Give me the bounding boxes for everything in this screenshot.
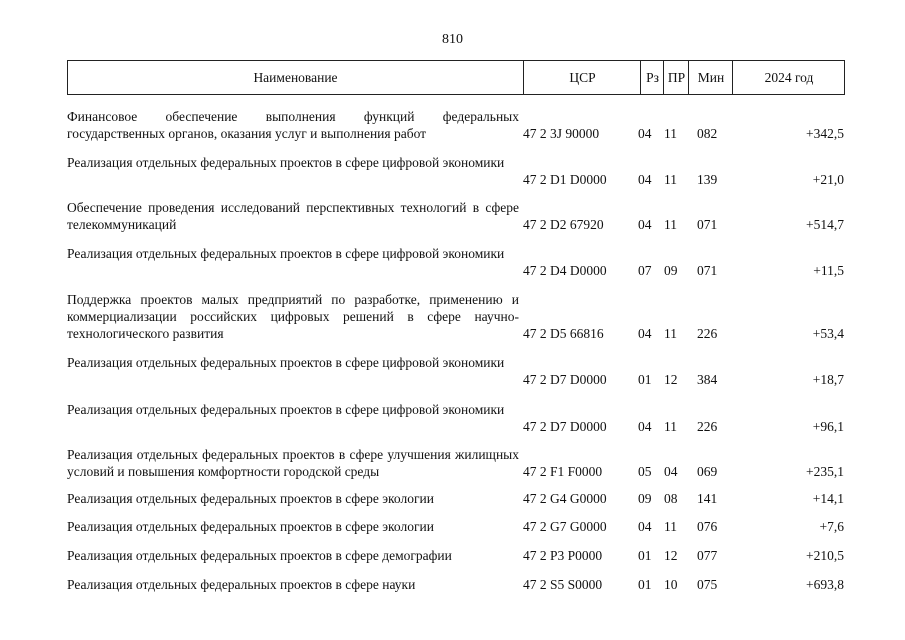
row-min: 077 — [697, 548, 718, 563]
row-name: Обеспечение проведения исследований перспективных технологий в сфере телекоммуникаций — [67, 200, 519, 232]
header-csr: ЦСР — [523, 61, 641, 94]
row-name: Финансовое обеспечение выполнения функций федеральных государственных органов, оказания услуг и выполнения работ — [67, 109, 519, 141]
row-min: 141 — [697, 491, 718, 506]
row-value: +342,5 — [806, 126, 844, 141]
row-pr: 11 — [664, 217, 677, 232]
row-csr: 47 2 G7 G0000 — [523, 519, 607, 534]
row-csr: 47 2 D4 D0000 — [523, 263, 607, 278]
row-name: Реализация отдельных федеральных проектов в сфере цифровой экономики — [67, 402, 505, 417]
row-csr: 47 2 D1 D0000 — [523, 172, 607, 187]
row-min: 071 — [697, 217, 718, 232]
row-rz: 04 — [638, 217, 652, 232]
row-pr: 11 — [664, 519, 677, 534]
row-value: +11,5 — [813, 263, 844, 278]
row-rz: 04 — [638, 172, 652, 187]
row-csr: 47 2 3J 90000 — [523, 126, 600, 141]
header-rz: Рз — [640, 61, 664, 94]
row-pr: 04 — [664, 464, 678, 479]
row-csr: 47 2 D7 D0000 — [523, 372, 607, 387]
row-rz: 09 — [638, 491, 652, 506]
row-csr: 47 2 D5 66816 — [523, 326, 604, 341]
row-min: 069 — [697, 464, 718, 479]
row-value: +96,1 — [812, 419, 844, 434]
row-csr: 47 2 S5 S0000 — [523, 577, 603, 592]
row-pr: 12 — [664, 548, 678, 563]
row-min: 226 — [697, 326, 718, 341]
row-pr: 08 — [664, 491, 678, 506]
row-name: Реализация отдельных федеральных проектов в сфере цифровой экономики — [67, 155, 505, 170]
row-pr: 11 — [664, 326, 677, 341]
row-pr: 11 — [664, 419, 677, 434]
row-min: 075 — [697, 577, 718, 592]
row-value: +14,1 — [812, 491, 844, 506]
row-csr: 47 2 P3 P0000 — [523, 548, 603, 563]
row-pr: 11 — [664, 172, 677, 187]
header-year: 2024 год — [732, 61, 845, 94]
row-value: +235,1 — [806, 464, 844, 479]
row-rz: 01 — [638, 577, 652, 592]
row-rz: 07 — [638, 263, 652, 278]
row-value: +514,7 — [806, 217, 844, 232]
row-value: +53,4 — [812, 326, 844, 341]
row-min: 384 — [697, 372, 718, 387]
table-header — [67, 60, 845, 95]
row-rz: 04 — [638, 326, 652, 341]
row-min: 076 — [697, 519, 718, 534]
row-value: +18,7 — [812, 372, 844, 387]
row-rz: 04 — [638, 419, 652, 434]
page-number: 810 — [442, 32, 463, 47]
row-name: Реализация отдельных федеральных проектов в сфере демографии — [67, 548, 452, 563]
row-value: +210,5 — [806, 548, 844, 563]
row-min: 226 — [697, 419, 718, 434]
row-pr: 12 — [664, 372, 678, 387]
row-min: 071 — [697, 263, 718, 278]
row-name: Поддержка проектов малых предприятий по разработке, применению и коммерциализации российских цифровых решений в сфере научно-технологического развития — [67, 292, 519, 341]
row-value: +7,6 — [819, 519, 844, 534]
row-rz: 01 — [638, 548, 652, 563]
row-csr: 47 2 D7 D0000 — [523, 419, 607, 434]
header-pr: ПР — [663, 61, 689, 94]
header-min: Мин — [688, 61, 733, 94]
row-value: +693,8 — [806, 577, 844, 592]
row-name: Реализация отдельных федеральных проектов в сфере экологии — [67, 519, 434, 534]
row-rz: 04 — [638, 519, 652, 534]
row-csr: 47 2 F1 F0000 — [523, 464, 603, 479]
row-name: Реализация отдельных федеральных проектов в сфере экологии — [67, 491, 434, 506]
row-pr: 10 — [664, 577, 678, 592]
row-name: Реализация отдельных федеральных проектов в сфере науки — [67, 577, 416, 592]
row-min: 082 — [697, 126, 718, 141]
row-name: Реализация отдельных федеральных проектов в сфере улучшения жилищных условий и повышения комфортности городской среды — [67, 447, 519, 479]
row-csr: 47 2 D2 67920 — [523, 217, 604, 232]
row-pr: 11 — [664, 126, 677, 141]
row-pr: 09 — [664, 263, 678, 278]
row-value: +21,0 — [812, 172, 844, 187]
row-rz: 05 — [638, 464, 652, 479]
row-rz: 01 — [638, 372, 652, 387]
row-rz: 04 — [638, 126, 652, 141]
row-min: 139 — [697, 172, 718, 187]
row-csr: 47 2 G4 G0000 — [523, 491, 607, 506]
header-name: Наименование — [253, 70, 338, 85]
row-name: Реализация отдельных федеральных проектов в сфере цифровой экономики — [67, 246, 505, 261]
row-name: Реализация отдельных федеральных проектов в сфере цифровой экономики — [67, 355, 505, 370]
